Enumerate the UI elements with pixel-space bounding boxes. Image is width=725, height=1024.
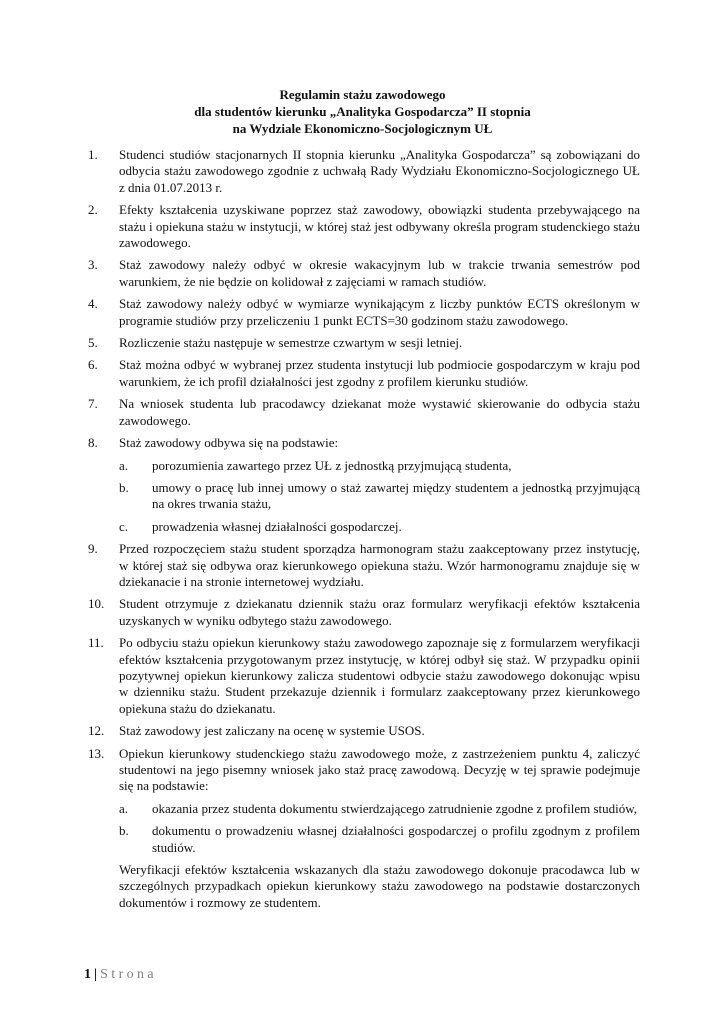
footer-separator: | [94,967,98,982]
sub-item-letter: b. [119,479,129,495]
list-item [88,357,640,390]
item-number: 5. [88,335,98,351]
item-text: Przed rozpoczęciem stażu student sporządza harmonogram stażu zaakceptowany przez instytucję, w której staż się odbywa oraz kierunkowego opiekuna stażu. Wzór harmonogramu znajduje się w dziekanacie i na stronie internetowej wydziału. [119,541,640,589]
sub-list-item [119,801,640,817]
item-number: 2. [88,202,98,218]
item-number: 10. [88,596,105,612]
sub-list [119,458,640,536]
item-number: 6. [88,357,98,373]
item-number: 12. [88,723,105,739]
item-text: Staż zawodowy należy odbyć w okresie wakacyjnym lub w trakcie trwania semestrów pod warunkiem, że nie będzie on kolidował z zajęciami w ramach studiów. [119,257,640,289]
item-number: 1. [88,147,98,162]
list-item [88,396,640,429]
item-text: Staż zawodowy odbywa się na podstawie: [119,435,339,451]
sub-item-letter: a. [119,800,129,816]
item-number: 13. [88,745,105,761]
item-text: Opiekun kierunkowy studenckiego stażu zawodowego może, z zastrzeżeniem punktu 4, zaliczyć studentowi na jego pisemny wniosek jako staż pracę zawodową. Decyzję w tej sprawie podejmuje się na podstawie: [119,745,640,794]
title-line-2: dla studentów kierunku „Analityka Gospodarcza” II stopnia [194,104,531,119]
item-number: 11. [88,635,104,651]
sub-item-text: porozumienia zawartego przez UŁ z jednostką przyjmującą studenta, [152,457,512,473]
item-number: 8. [88,435,98,451]
list-item [88,541,640,590]
title-line-3: na Wydziale Ekonomiczno-Socjologicznym UŁ [232,121,493,136]
item-number: 3. [88,257,98,273]
title-line-1: Regulamin stażu zawodowego [279,87,446,102]
list-item [88,635,640,717]
item-text: Staż można odbyć w wybranej przez studenta instytucji lub podmiocie gospodarczym w kraju pod warunkiem, że ich profil działalności jest zgodny z profilem kierunku studiów. [119,357,640,389]
item-text: Po odbyciu stażu opiekun kierunkowy stażu zawodowego zapoznaje się z formularzem weryfikacji efektów kształcenia przygotowanym przez instytucję, w której odbył się staż. W przypadku opinii pozytywnej opiekun kierunkowy zalicza studentowi odbycie stażu zawodowego dokonując wpisu w dzienniku stażu. Student przekazuje dziennik i formularz zaakceptowany przez kierunkowego opiekuna stażu do dziekanatu. [119,635,640,716]
document-title [80,86,645,137]
sub-item-text: okazania przez studenta dokumentu stwierdzającego zatrudnienie zgodne z profilem studiów, [152,800,638,816]
sub-item-text: prowadzenia własnej działalności gospodarczej. [152,518,402,534]
verification-note: Weryfikacji efektów kształcenia wskazanych dla stażu zawodowego dokonuje pracodawca lub w szczególnych przypadkach opiekun kierunkowy stażu zawodowego na podstawie dostarczonych dokumentów i rozmowy ze studentem. [119,862,640,910]
item-number: 7. [88,396,98,412]
list-item [88,335,640,351]
list-item [88,596,640,629]
sub-list-item [119,458,640,474]
sub-list-item [119,823,640,856]
sub-list-item [119,480,640,513]
list-item [88,296,640,329]
list-item [88,746,640,912]
list-item [88,257,640,290]
item-text: Student otrzymuje z dziekanatu dziennik stażu oraz formularz weryfikacji efektów kształcenia uzyskanych w wyniku odbytego stażu zawodowego. [119,596,640,628]
sub-list [119,801,640,856]
sub-item-text: umowy o pracę lub innej umowy o staż zawartej między studentem a jednostką przyjmującą na okres trwania stażu, [152,479,640,512]
regulation-list [88,147,640,917]
sub-list-item [119,519,640,535]
list-item [88,202,640,251]
page-label: Strona [100,967,158,982]
item-number: 4. [88,296,98,312]
item-number: 9. [88,541,98,557]
sub-item-letter: c. [119,518,129,534]
item-text: Staż zawodowy należy odbyć w wymiarze wynikającym z liczby punktów ECTS określonym w programie studiów przy przeliczeniu 1 punkt ECTS=30 godzinom stażu zawodowego. [119,296,640,328]
item-text: Na wniosek studenta lub pracodawcy dziekanat może wystawić skierowanie do odbycia stażu zawodowego. [119,396,640,428]
item-text: Efekty kształcenia uzyskiwane poprzez staż zawodowy, obowiązki studenta przebywającego na stażu i opiekuna stażu w instytucji, w której staż jest odbywany określa program studenckiego stażu zawodowego. [119,202,640,251]
page-number: 1 [84,967,91,982]
item-text: Rozliczenie stażu następuje w semestrze czwartym w sesji letniej. [119,335,463,351]
item-text: Staż zawodowy jest zaliczany na ocenę w systemie USOS. [119,723,425,739]
list-item [88,435,640,535]
sub-item-letter: b. [119,823,129,839]
list-item [88,723,640,739]
sub-item-letter: a. [119,457,129,473]
list-item [88,147,640,196]
item-text: Studenci studiów stacjonarnych II stopnia kierunku „Analityka Gospodarcza” są zobowiązani do odbycia stażu zawodowego zgodnie z uchwałą Rady Wydziału Ekonomiczno-Socjologicznego UŁ z dnia 01.07.2013 r. [119,147,640,195]
sub-item-text: dokumentu o prowadzeniu własnej działalności gospodarczej o profilu zgodnym z profilem studiów. [152,823,640,855]
page-footer [84,966,157,984]
